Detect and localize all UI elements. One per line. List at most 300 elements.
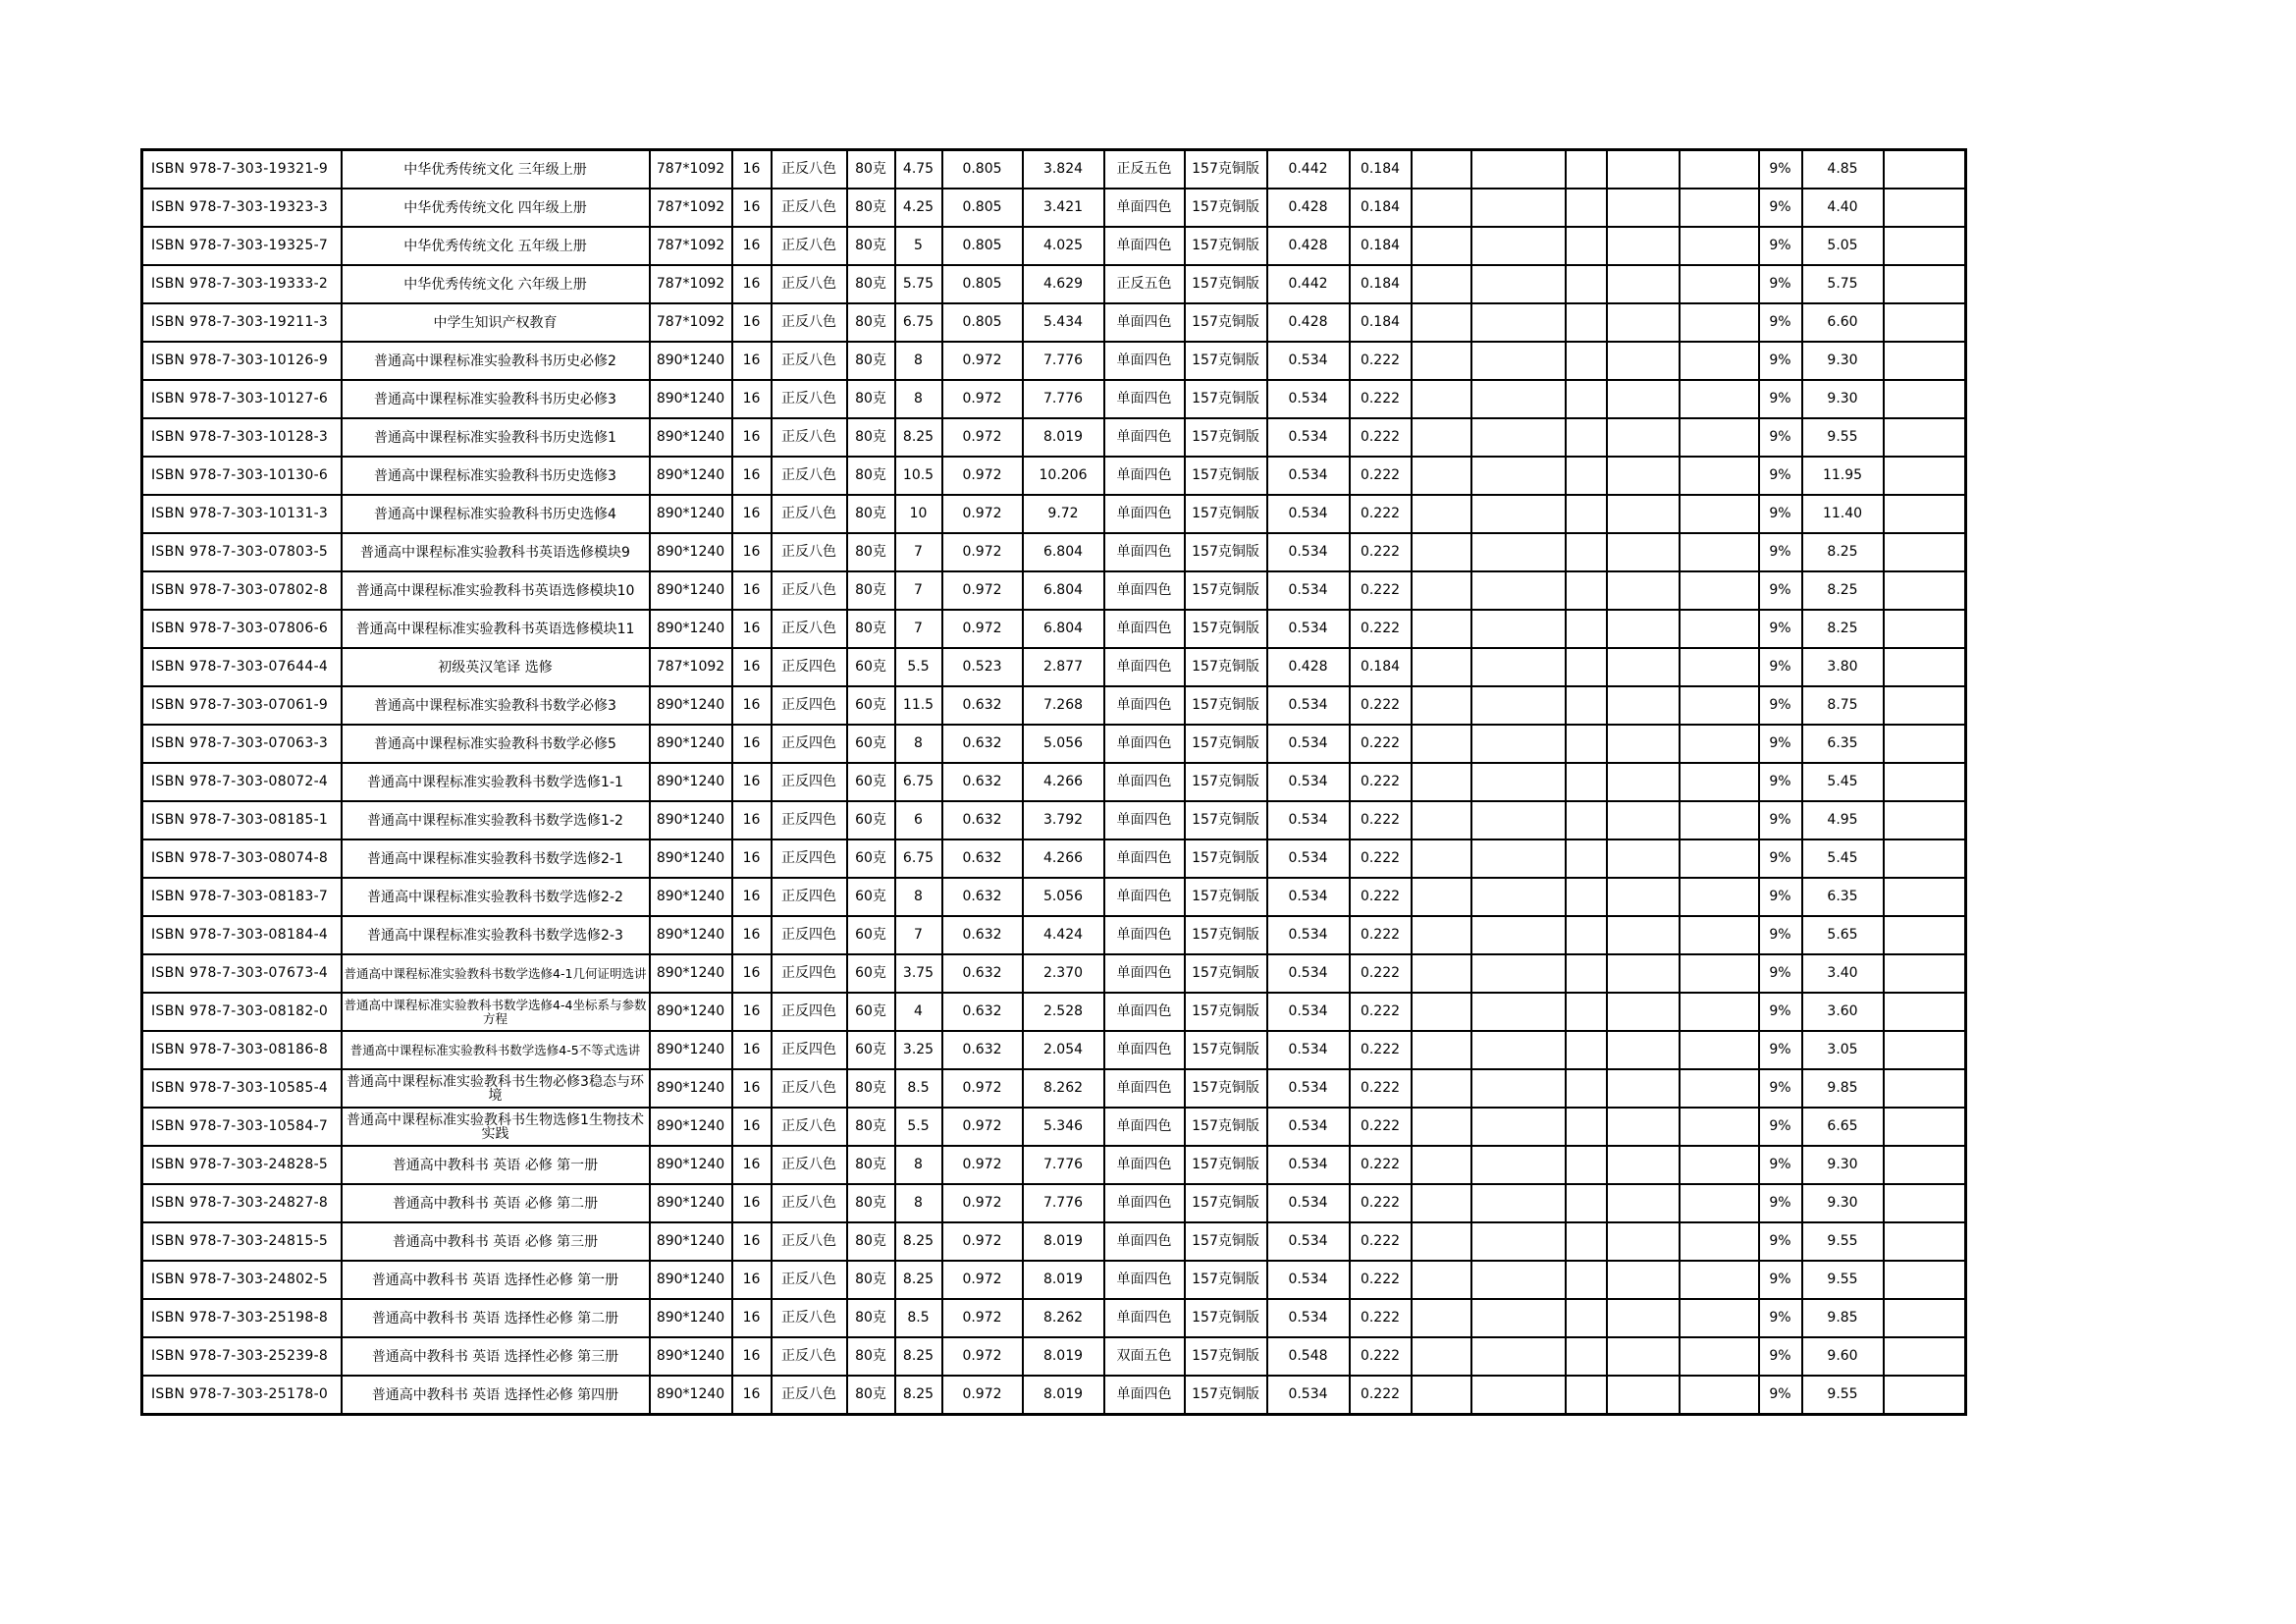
blank-cell (1566, 1222, 1607, 1261)
text-paper-cell: 60克 (847, 993, 895, 1031)
cover-paper-cell: 157克铜版 (1185, 265, 1267, 303)
table-row (142, 457, 1966, 495)
table-row (142, 1184, 1966, 1222)
blank-cell (1607, 495, 1680, 533)
price-cell: 4.85 (1802, 150, 1884, 189)
blank-cell (1680, 878, 1759, 916)
title-cell: 普通高中教科书 英语 选择性必修 第四册 (342, 1376, 650, 1415)
format-cell: 890*1240 (650, 533, 732, 571)
table-row (142, 648, 1966, 686)
text-print-cell: 正反四色 (772, 993, 847, 1031)
cover-price-cell: 0.428 (1267, 648, 1350, 686)
text-print-cell: 正反八色 (772, 1337, 847, 1376)
price-cell: 5.45 (1802, 839, 1884, 878)
format-cell: 890*1240 (650, 686, 732, 725)
text-paper-cell: 80克 (847, 1108, 895, 1146)
cover-paper-cell: 157克铜版 (1185, 533, 1267, 571)
blank-cell (1884, 1031, 1966, 1069)
price-cell: 11.95 (1802, 457, 1884, 495)
table-row (142, 342, 1966, 380)
blank-cell (1884, 1108, 1966, 1146)
isbn-cell: ISBN 978-7-303-07802-8 (142, 571, 342, 610)
text-unit-price-cell: 0.972 (942, 495, 1023, 533)
blank-cell (1680, 227, 1759, 265)
text-unit-price-cell: 0.632 (942, 878, 1023, 916)
blank-cell (1471, 150, 1566, 189)
table-row (142, 150, 1966, 189)
text-cost-cell: 4.629 (1023, 265, 1104, 303)
blank-cell (1566, 1069, 1607, 1108)
blank-cell (1680, 1184, 1759, 1222)
cover-paper-cell: 157克铜版 (1185, 878, 1267, 916)
blank-cell (1566, 1299, 1607, 1337)
title-cell: 普通高中课程标准实验教科书历史必修2 (342, 342, 650, 380)
cover-print-cell: 单面四色 (1104, 418, 1185, 457)
blank-cell (1471, 1146, 1566, 1184)
tax-rate-cell: 9% (1759, 916, 1802, 954)
blank-cell (1680, 993, 1759, 1031)
cover-price-cell: 0.534 (1267, 839, 1350, 878)
cover-paper-cell: 157克铜版 (1185, 1299, 1267, 1337)
text-print-cell: 正反八色 (772, 1261, 847, 1299)
folio-cell: 16 (732, 418, 772, 457)
text-print-cell: 正反八色 (772, 1146, 847, 1184)
title-cell: 普通高中课程标准实验教科书数学选修4-1几何证明选讲 (342, 954, 650, 993)
blank-cell (1471, 916, 1566, 954)
text-print-cell: 正反四色 (772, 839, 847, 878)
blank-cell (1566, 878, 1607, 916)
isbn-cell: ISBN 978-7-303-08186-8 (142, 1031, 342, 1069)
folio-cell: 16 (732, 1031, 772, 1069)
sheets-cell: 8.5 (895, 1069, 942, 1108)
price-cell: 9.60 (1802, 1337, 1884, 1376)
sheets-cell: 8.25 (895, 1261, 942, 1299)
title-cell: 普通高中课程标准实验教科书历史选修1 (342, 418, 650, 457)
text-cost-cell: 6.804 (1023, 533, 1104, 571)
title-cell: 中华优秀传统文化 六年级上册 (342, 265, 650, 303)
cover-extra-cell: 0.222 (1350, 418, 1412, 457)
price-cell: 9.30 (1802, 1146, 1884, 1184)
blank-cell (1884, 916, 1966, 954)
blank-cell (1607, 150, 1680, 189)
blank-cell (1607, 1108, 1680, 1146)
text-unit-price-cell: 0.632 (942, 763, 1023, 801)
blank-cell (1471, 1031, 1566, 1069)
cover-paper-cell: 157克铜版 (1185, 648, 1267, 686)
cover-print-cell: 单面四色 (1104, 839, 1185, 878)
cover-print-cell: 单面四色 (1104, 954, 1185, 993)
blank-cell (1884, 1376, 1966, 1415)
tax-rate-cell: 9% (1759, 380, 1802, 418)
isbn-cell: ISBN 978-7-303-08182-0 (142, 993, 342, 1031)
isbn-cell: ISBN 978-7-303-25239-8 (142, 1337, 342, 1376)
blank-cell (1566, 1261, 1607, 1299)
text-cost-cell: 8.019 (1023, 1337, 1104, 1376)
blank-cell (1680, 1222, 1759, 1261)
cover-paper-cell: 157克铜版 (1185, 725, 1267, 763)
isbn-cell: ISBN 978-7-303-24827-8 (142, 1184, 342, 1222)
text-print-cell: 正反八色 (772, 1299, 847, 1337)
isbn-cell: ISBN 978-7-303-10131-3 (142, 495, 342, 533)
format-cell: 787*1092 (650, 189, 732, 227)
tax-rate-cell: 9% (1759, 1337, 1802, 1376)
sheets-cell: 8 (895, 342, 942, 380)
title-cell: 普通高中课程标准实验教科书数学选修1-1 (342, 763, 650, 801)
text-paper-cell: 80克 (847, 457, 895, 495)
blank-cell (1884, 1261, 1966, 1299)
blank-cell (1471, 648, 1566, 686)
blank-cell (1680, 1108, 1759, 1146)
cover-price-cell: 0.534 (1267, 1376, 1350, 1415)
folio-cell: 16 (732, 725, 772, 763)
cover-paper-cell: 157克铜版 (1185, 227, 1267, 265)
tax-rate-cell: 9% (1759, 954, 1802, 993)
text-cost-cell: 8.262 (1023, 1069, 1104, 1108)
blank-cell (1680, 303, 1759, 342)
blank-cell (1471, 686, 1566, 725)
price-cell: 8.25 (1802, 533, 1884, 571)
sheets-cell: 5 (895, 227, 942, 265)
table-row (142, 265, 1966, 303)
text-cost-cell: 7.776 (1023, 1184, 1104, 1222)
blank-cell (1680, 1376, 1759, 1415)
cover-price-cell: 0.534 (1267, 457, 1350, 495)
sheets-cell: 8.25 (895, 1222, 942, 1261)
text-unit-price-cell: 0.972 (942, 342, 1023, 380)
isbn-cell: ISBN 978-7-303-19325-7 (142, 227, 342, 265)
cover-price-cell: 0.534 (1267, 418, 1350, 457)
text-cost-cell: 7.268 (1023, 686, 1104, 725)
blank-cell (1471, 303, 1566, 342)
folio-cell: 16 (732, 1299, 772, 1337)
blank-cell (1412, 1184, 1471, 1222)
price-cell: 6.35 (1802, 878, 1884, 916)
cover-price-cell: 0.534 (1267, 763, 1350, 801)
folio-cell: 16 (732, 571, 772, 610)
cover-extra-cell: 0.184 (1350, 189, 1412, 227)
table-row (142, 878, 1966, 916)
tax-rate-cell: 9% (1759, 1184, 1802, 1222)
text-cost-cell: 9.72 (1023, 495, 1104, 533)
blank-cell (1607, 189, 1680, 227)
format-cell: 890*1240 (650, 1184, 732, 1222)
blank-cell (1566, 648, 1607, 686)
format-cell: 890*1240 (650, 916, 732, 954)
blank-cell (1680, 265, 1759, 303)
blank-cell (1566, 1108, 1607, 1146)
cover-price-cell: 0.534 (1267, 1031, 1350, 1069)
blank-cell (1607, 839, 1680, 878)
text-cost-cell: 5.434 (1023, 303, 1104, 342)
folio-cell: 16 (732, 265, 772, 303)
cover-paper-cell: 157克铜版 (1185, 1031, 1267, 1069)
blank-cell (1884, 1184, 1966, 1222)
cover-extra-cell: 0.184 (1350, 150, 1412, 189)
isbn-cell: ISBN 978-7-303-08183-7 (142, 878, 342, 916)
title-cell: 普通高中课程标准实验教科书数学选修1-2 (342, 801, 650, 839)
format-cell: 890*1240 (650, 878, 732, 916)
table-row (142, 1376, 1966, 1415)
blank-cell (1607, 1299, 1680, 1337)
text-cost-cell: 5.056 (1023, 725, 1104, 763)
blank-cell (1412, 686, 1471, 725)
blank-cell (1566, 954, 1607, 993)
blank-cell (1471, 418, 1566, 457)
table-row (142, 610, 1966, 648)
table-row (142, 839, 1966, 878)
text-cost-cell: 3.421 (1023, 189, 1104, 227)
cover-extra-cell: 0.222 (1350, 1222, 1412, 1261)
blank-cell (1412, 418, 1471, 457)
text-print-cell: 正反八色 (772, 1376, 847, 1415)
cover-price-cell: 0.428 (1267, 227, 1350, 265)
sheets-cell: 5.5 (895, 648, 942, 686)
sheets-cell: 8 (895, 878, 942, 916)
format-cell: 890*1240 (650, 1031, 732, 1069)
text-unit-price-cell: 0.632 (942, 1031, 1023, 1069)
title-cell: 普通高中教科书 英语 必修 第二册 (342, 1184, 650, 1222)
text-unit-price-cell: 0.632 (942, 801, 1023, 839)
blank-cell (1566, 1146, 1607, 1184)
blank-cell (1471, 878, 1566, 916)
blank-cell (1471, 1222, 1566, 1261)
format-cell: 787*1092 (650, 227, 732, 265)
sheets-cell: 3.75 (895, 954, 942, 993)
text-unit-price-cell: 0.805 (942, 189, 1023, 227)
blank-cell (1412, 227, 1471, 265)
blank-cell (1607, 801, 1680, 839)
table-row (142, 1069, 1966, 1108)
price-cell: 6.35 (1802, 725, 1884, 763)
cover-paper-cell: 157克铜版 (1185, 150, 1267, 189)
isbn-cell: ISBN 978-7-303-07061-9 (142, 686, 342, 725)
folio-cell: 16 (732, 610, 772, 648)
folio-cell: 16 (732, 1376, 772, 1415)
format-cell: 890*1240 (650, 495, 732, 533)
cover-extra-cell: 0.222 (1350, 533, 1412, 571)
text-unit-price-cell: 0.972 (942, 418, 1023, 457)
blank-cell (1884, 1222, 1966, 1261)
blank-cell (1471, 1376, 1566, 1415)
tax-rate-cell: 9% (1759, 1031, 1802, 1069)
text-print-cell: 正反八色 (772, 265, 847, 303)
blank-cell (1412, 1069, 1471, 1108)
tax-rate-cell: 9% (1759, 648, 1802, 686)
blank-cell (1607, 380, 1680, 418)
cover-paper-cell: 157克铜版 (1185, 342, 1267, 380)
tax-rate-cell: 9% (1759, 993, 1802, 1031)
sheets-cell: 4 (895, 993, 942, 1031)
price-cell: 5.45 (1802, 763, 1884, 801)
cover-print-cell: 单面四色 (1104, 993, 1185, 1031)
table-row (142, 571, 1966, 610)
folio-cell: 16 (732, 533, 772, 571)
cover-print-cell: 单面四色 (1104, 648, 1185, 686)
blank-cell (1607, 686, 1680, 725)
folio-cell: 16 (732, 1146, 772, 1184)
folio-cell: 16 (732, 954, 772, 993)
blank-cell (1471, 801, 1566, 839)
blank-cell (1566, 303, 1607, 342)
cover-extra-cell: 0.222 (1350, 763, 1412, 801)
cover-price-cell: 0.534 (1267, 1299, 1350, 1337)
blank-cell (1471, 763, 1566, 801)
cover-extra-cell: 0.184 (1350, 227, 1412, 265)
tax-rate-cell: 9% (1759, 571, 1802, 610)
blank-cell (1471, 1261, 1566, 1299)
blank-cell (1680, 342, 1759, 380)
title-cell: 普通高中课程标准实验教科书数学选修2-2 (342, 878, 650, 916)
price-cell: 4.40 (1802, 189, 1884, 227)
format-cell: 890*1240 (650, 418, 732, 457)
price-cell: 11.40 (1802, 495, 1884, 533)
blank-cell (1566, 571, 1607, 610)
title-cell: 普通高中课程标准实验教科书数学必修5 (342, 725, 650, 763)
blank-cell (1471, 993, 1566, 1031)
folio-cell: 16 (732, 1222, 772, 1261)
cover-price-cell: 0.534 (1267, 954, 1350, 993)
cover-print-cell: 单面四色 (1104, 1031, 1185, 1069)
sheets-cell: 8.25 (895, 418, 942, 457)
tax-rate-cell: 9% (1759, 342, 1802, 380)
format-cell: 787*1092 (650, 648, 732, 686)
cover-price-cell: 0.534 (1267, 1261, 1350, 1299)
tax-rate-cell: 9% (1759, 878, 1802, 916)
text-unit-price-cell: 0.972 (942, 1184, 1023, 1222)
cover-print-cell: 单面四色 (1104, 533, 1185, 571)
blank-cell (1884, 686, 1966, 725)
text-print-cell: 正反八色 (772, 1222, 847, 1261)
price-cell: 5.65 (1802, 916, 1884, 954)
blank-cell (1607, 457, 1680, 495)
folio-cell: 16 (732, 916, 772, 954)
cover-price-cell: 0.534 (1267, 686, 1350, 725)
folio-cell: 16 (732, 1261, 772, 1299)
text-unit-price-cell: 0.805 (942, 265, 1023, 303)
text-cost-cell: 4.266 (1023, 839, 1104, 878)
blank-cell (1680, 954, 1759, 993)
isbn-cell: ISBN 978-7-303-25198-8 (142, 1299, 342, 1337)
cover-paper-cell: 157克铜版 (1185, 686, 1267, 725)
blank-cell (1471, 954, 1566, 993)
blank-cell (1412, 189, 1471, 227)
tax-rate-cell: 9% (1759, 725, 1802, 763)
sheets-cell: 3.25 (895, 1031, 942, 1069)
cover-extra-cell: 0.222 (1350, 1337, 1412, 1376)
blank-cell (1412, 725, 1471, 763)
cover-print-cell: 单面四色 (1104, 1184, 1185, 1222)
sheets-cell: 4.25 (895, 189, 942, 227)
text-paper-cell: 80克 (847, 1376, 895, 1415)
isbn-cell: ISBN 978-7-303-24828-5 (142, 1146, 342, 1184)
blank-cell (1680, 495, 1759, 533)
cover-paper-cell: 157克铜版 (1185, 1376, 1267, 1415)
cover-paper-cell: 157克铜版 (1185, 1184, 1267, 1222)
sheets-cell: 4.75 (895, 150, 942, 189)
text-cost-cell: 3.824 (1023, 150, 1104, 189)
blank-cell (1471, 189, 1566, 227)
blank-cell (1566, 265, 1607, 303)
blank-cell (1566, 495, 1607, 533)
blank-cell (1884, 342, 1966, 380)
text-paper-cell: 60克 (847, 725, 895, 763)
cover-print-cell: 单面四色 (1104, 801, 1185, 839)
blank-cell (1607, 1146, 1680, 1184)
blank-cell (1566, 610, 1607, 648)
blank-cell (1680, 189, 1759, 227)
text-print-cell: 正反八色 (772, 533, 847, 571)
format-cell: 890*1240 (650, 954, 732, 993)
isbn-cell: ISBN 978-7-303-19321-9 (142, 150, 342, 189)
isbn-cell: ISBN 978-7-303-07803-5 (142, 533, 342, 571)
blank-cell (1680, 1146, 1759, 1184)
table-row (142, 418, 1966, 457)
cover-extra-cell: 0.222 (1350, 1108, 1412, 1146)
text-print-cell: 正反四色 (772, 801, 847, 839)
tax-rate-cell: 9% (1759, 1108, 1802, 1146)
tax-rate-cell: 9% (1759, 801, 1802, 839)
text-unit-price-cell: 0.972 (942, 571, 1023, 610)
isbn-cell: ISBN 978-7-303-19323-3 (142, 189, 342, 227)
text-unit-price-cell: 0.805 (942, 150, 1023, 189)
cover-print-cell: 单面四色 (1104, 610, 1185, 648)
blank-cell (1471, 495, 1566, 533)
sheets-cell: 6.75 (895, 763, 942, 801)
blank-cell (1412, 648, 1471, 686)
text-paper-cell: 80克 (847, 610, 895, 648)
blank-cell (1412, 916, 1471, 954)
cover-extra-cell: 0.222 (1350, 610, 1412, 648)
table-row (142, 916, 1966, 954)
cover-extra-cell: 0.222 (1350, 1069, 1412, 1108)
format-cell: 890*1240 (650, 725, 732, 763)
table-row (142, 725, 1966, 763)
cover-extra-cell: 0.222 (1350, 1376, 1412, 1415)
blank-cell (1680, 571, 1759, 610)
blank-cell (1412, 801, 1471, 839)
text-print-cell: 正反八色 (772, 571, 847, 610)
text-paper-cell: 60克 (847, 916, 895, 954)
blank-cell (1412, 1222, 1471, 1261)
price-cell: 3.80 (1802, 648, 1884, 686)
cover-price-cell: 0.442 (1267, 150, 1350, 189)
blank-cell (1607, 725, 1680, 763)
text-unit-price-cell: 0.632 (942, 954, 1023, 993)
blank-cell (1607, 265, 1680, 303)
blank-cell (1607, 1184, 1680, 1222)
text-unit-price-cell: 0.632 (942, 725, 1023, 763)
title-cell: 普通高中课程标准实验教科书历史选修3 (342, 457, 650, 495)
blank-cell (1884, 839, 1966, 878)
cover-extra-cell: 0.222 (1350, 457, 1412, 495)
blank-cell (1884, 648, 1966, 686)
title-cell: 普通高中教科书 英语 选择性必修 第三册 (342, 1337, 650, 1376)
cover-price-cell: 0.534 (1267, 993, 1350, 1031)
text-unit-price-cell: 0.972 (942, 1337, 1023, 1376)
sheets-cell: 7 (895, 610, 942, 648)
cover-extra-cell: 0.222 (1350, 1184, 1412, 1222)
blank-cell (1412, 265, 1471, 303)
format-cell: 890*1240 (650, 342, 732, 380)
title-cell: 普通高中课程标准实验教科书英语选修模块9 (342, 533, 650, 571)
isbn-cell: ISBN 978-7-303-10126-9 (142, 342, 342, 380)
blank-cell (1607, 763, 1680, 801)
price-cell: 9.30 (1802, 380, 1884, 418)
title-cell: 普通高中课程标准实验教科书历史选修4 (342, 495, 650, 533)
text-unit-price-cell: 0.632 (942, 839, 1023, 878)
title-cell: 普通高中教科书 英语 选择性必修 第一册 (342, 1261, 650, 1299)
blank-cell (1566, 1184, 1607, 1222)
